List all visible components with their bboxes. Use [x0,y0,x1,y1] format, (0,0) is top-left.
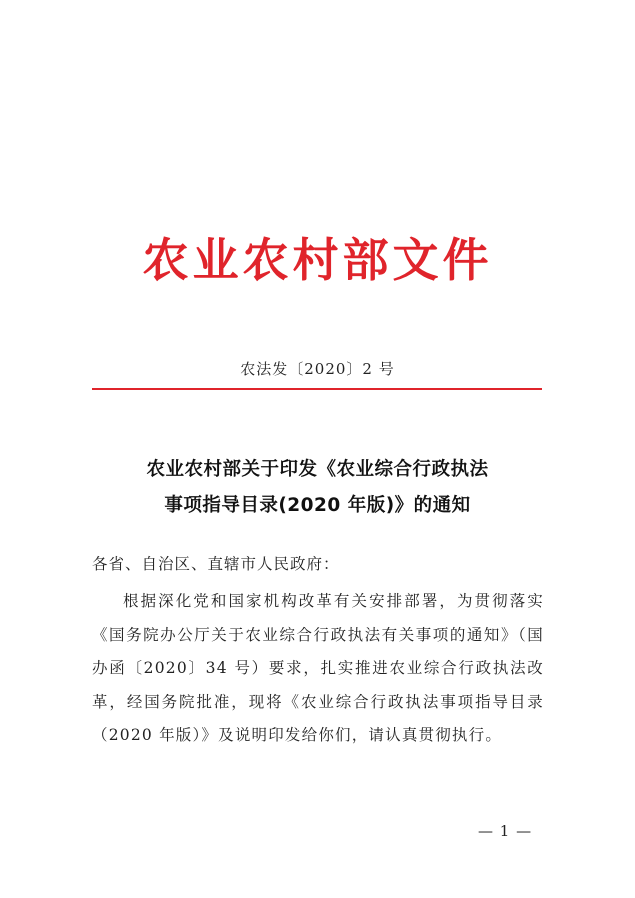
red-divider-line [92,388,542,390]
notice-title-line-1: 农业农村部关于印发《农业综合行政执法 [146,459,489,480]
issuer-header-title: 农业农村部文件 [142,233,493,287]
body-paragraph: 根据深化党和国家机构改革有关安排部署，为贯彻落实《国务院办公厅关于农业综合行政执法有关事项的通知》（国办函〔2020〕34 号）要求，扎实推进农业综合行政执法改革，经国务院批准，现将《农业综合行政执法事项指导目录（2020 年版）》及说明印发给你们，请认真贯彻执行。 [92,592,544,744]
notice-title [60,452,575,524]
notice-title-line-2: 事项指导目录(2020 年版)》的通知 [164,495,471,516]
page-number: — 1 — [478,822,533,840]
document-number: 农法发〔2020〕2 号 [240,360,395,378]
addressee: 各省、自治区、直辖市人民政府： [92,555,340,573]
